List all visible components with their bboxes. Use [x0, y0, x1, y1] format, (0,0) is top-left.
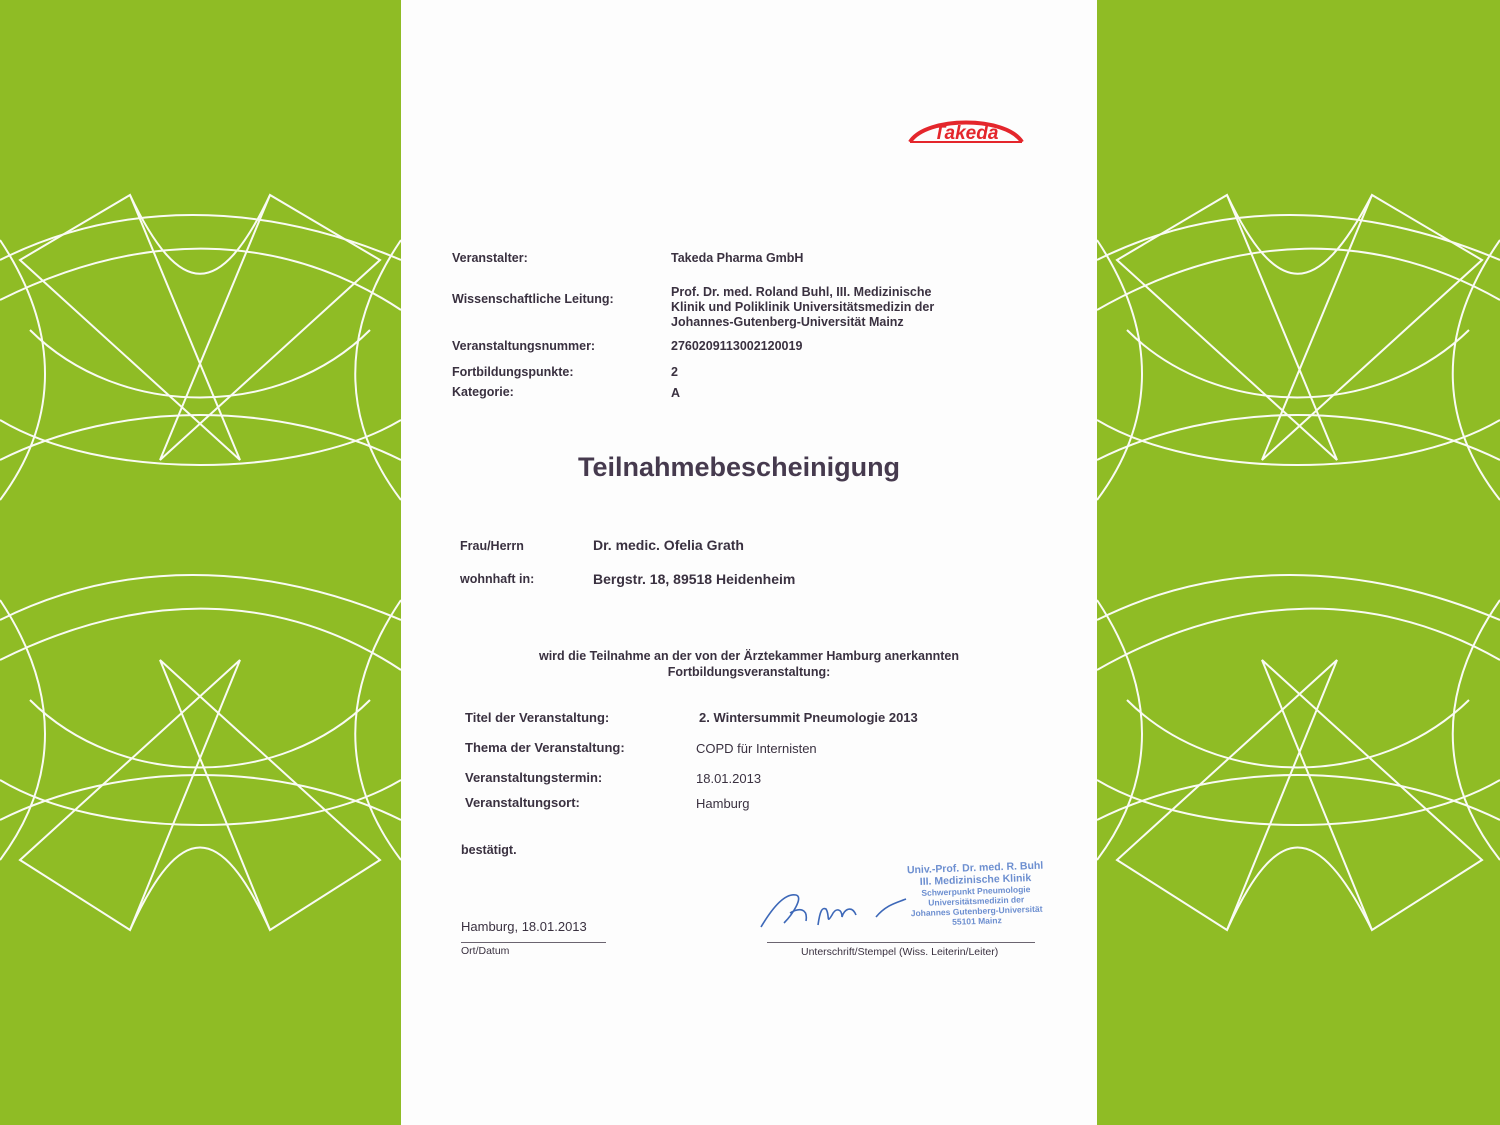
handwritten-signature: [756, 885, 916, 935]
category-value: A: [671, 386, 681, 400]
signature-caption: Unterschrift/Stempel (Wiss. Leiterin/Leiter): [801, 946, 999, 958]
event-place-label: Veranstaltungsort:: [465, 795, 580, 810]
points-value: 2: [671, 365, 678, 379]
category-label: Kategorie:: [452, 385, 514, 399]
stamp-line-2: III. Medizinische Klinik: [919, 872, 1032, 888]
points-label: Fortbildungspunkte:: [452, 365, 574, 379]
ornament-right-svg: [1097, 0, 1500, 1125]
address-label: wohnhaft in:: [460, 572, 535, 586]
stamp-line-1: Univ.-Prof. Dr. med. R. Buhl: [906, 859, 1044, 877]
intro-line-1: wird die Teilnahme an der von der Ärztekammer Hamburg anerkannten: [538, 649, 960, 663]
intro-line-2: Fortbildungsveranstaltung:: [667, 665, 831, 679]
logo-text: Takeda: [933, 123, 999, 144]
stamp-line-5: Johannes Gutenberg-Universität: [910, 903, 1043, 919]
salutation-label: Frau/Herrn: [460, 539, 524, 553]
scientific-lead-line-2: Klinik und Poliklinik Universitätsmedizin der: [671, 300, 935, 314]
institution-stamp: [900, 859, 1052, 928]
takeda-logo: [906, 112, 1026, 150]
ornament-left-svg: [0, 0, 401, 1125]
place-date-caption: Ort/Datum: [461, 945, 510, 957]
event-date-label: Veranstaltungstermin:: [465, 770, 603, 785]
stamp-line-3: Schwerpunkt Pneumologie: [921, 884, 1031, 898]
event-date-value: 18.01.2013: [696, 771, 762, 786]
event-title-label: Titel der Veranstaltung:: [465, 710, 610, 725]
scientific-lead-label: Wissenschaftliche Leitung:: [452, 292, 614, 306]
organizer-label: Veranstalter:: [452, 251, 528, 265]
stamp-line-6: 55101 Mainz: [951, 915, 1002, 927]
event-number-label: Veranstaltungsnummer:: [452, 339, 596, 353]
place-date-value: Hamburg, 18.01.2013: [461, 919, 587, 934]
scientific-lead-line-1: Prof. Dr. med. Roland Buhl, III. Medizinische: [671, 285, 932, 299]
organizer-value: Takeda Pharma GmbH: [671, 251, 804, 265]
scientific-lead-line-3: Johannes-Gutenberg-Universität Mainz: [671, 315, 904, 329]
event-topic-label: Thema der Veranstaltung:: [465, 740, 625, 755]
participant-name: Dr. medic. Ofelia Grath: [593, 537, 744, 553]
event-title-value: 2. Wintersummit Pneumologie 2013: [699, 710, 918, 725]
event-place-value: Hamburg: [696, 796, 750, 811]
stamp-line-4: Universitätsmedizin der: [928, 894, 1025, 908]
certificate-paper: [401, 0, 1097, 1125]
certificate-title: Teilnahmebescheinigung: [578, 452, 901, 482]
right-ornament-panel: [1097, 0, 1500, 1125]
place-date-line: [461, 942, 606, 943]
event-topic-value: COPD für Internisten: [696, 741, 817, 756]
participant-address: Bergstr. 18, 89518 Heidenheim: [593, 571, 796, 587]
confirmed-text: bestätigt.: [461, 843, 517, 857]
left-ornament-panel: [0, 0, 401, 1125]
event-number-value: 2760209113002120019: [671, 339, 803, 353]
signature-line: [767, 942, 1035, 943]
